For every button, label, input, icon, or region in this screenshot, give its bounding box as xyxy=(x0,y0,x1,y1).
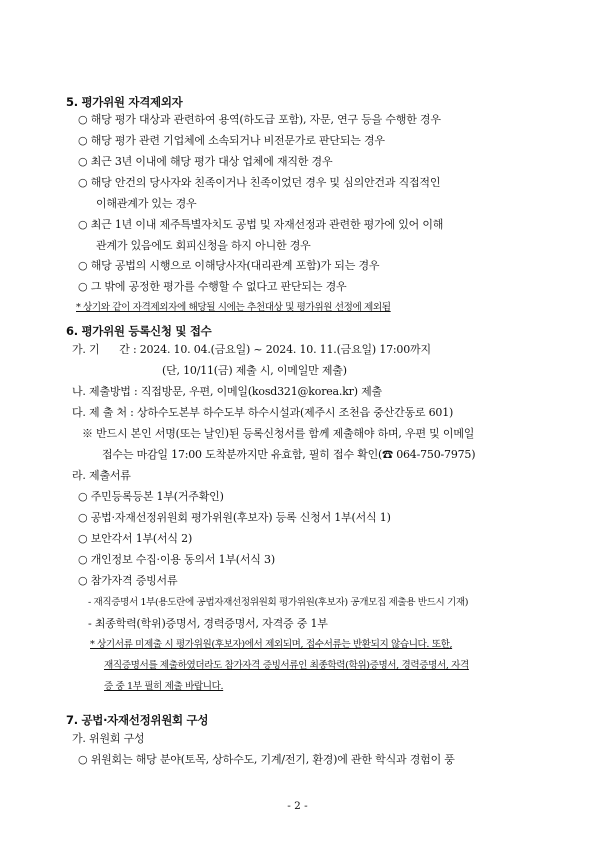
sec5-item-4: ○ 해당 안건의 당사자와 친족이거나 친족이었던 경우 및 심의안건과 직접적인 xyxy=(78,176,441,189)
sec5-item-4-cont: 이해관계가 있는 경우 xyxy=(96,197,197,210)
sec6-period: 가. 기 간 : 2024. 10. 04.(금요일) ~ 2024. 10. 11.(금요일) 17:00까지 xyxy=(72,343,431,356)
sec6-sub-2: - 최종학력(학위)증명서, 경력증명서, 자격증 중 1부 xyxy=(88,617,328,630)
sec6-doc-5: ○ 참가자격 증빙서류 xyxy=(78,574,178,587)
sec5-item-2: ○ 해당 평가 관련 기업체에 소속되거나 비전문가로 판단되는 경우 xyxy=(78,134,385,147)
sec6-docs-title: 라. 제출서류 xyxy=(72,469,131,482)
sec6-doc-4: ○ 개인정보 수집·이용 동의서 1부(서식 3) xyxy=(78,553,275,566)
sec5-note: * 상기와 같이 자격제외자에 해당될 시에는 추천대상 및 평가위원 선정에 제외됨 xyxy=(76,302,391,313)
sec6-warning-2: 접수는 마감일 17:00 도착분까지만 유효함, 필히 접수 확인(☎ 064-750-7975) xyxy=(102,448,476,461)
section-6-title: 6. 평가위원 등록신청 및 접수 xyxy=(66,324,212,338)
sec6-period-note: (단, 10/11(금) 제출 시, 이메일만 제출) xyxy=(162,364,347,377)
sec6-doc-3: ○ 보안각서 1부(서식 2) xyxy=(78,532,193,545)
sec6-warning-1: ※ 반드시 본인 서명(또는 날인)된 등록신청서를 함께 제출해야 하며, 우편 및 이메일 xyxy=(82,427,475,440)
section-5-title: 5. 평가위원 자격제외자 xyxy=(66,95,183,109)
sec6-place: 다. 제 출 처 : 상하수도본부 하수도부 하수시설과(제주시 조천읍 중산간동로 601) xyxy=(72,406,454,419)
sec6-note-2: 재직증명서를 제출하였더라도 참가자격 증빙서류인 최종학력(학위)증명서, 경력증명서, 자격 xyxy=(104,660,469,671)
sec5-item-5: ○ 최근 1년 이내 제주특별자치도 공법 및 자재선정과 관련한 평가에 있어 이해 xyxy=(78,218,444,231)
sec6-doc-2: ○ 공법·자재선정위원회 평가위원(후보자) 등록 신청서 1부(서식 1) xyxy=(78,511,391,524)
sec6-method: 나. 제출방법 : 직접방문, 우편, 이메일(kosd321@korea.kr) 제출 xyxy=(72,385,382,398)
sec5-item-6: ○ 해당 공법의 시행으로 이해당사자(대리관계 포함)가 되는 경우 xyxy=(78,259,380,272)
sec7-sub: 가. 위원회 구성 xyxy=(72,732,145,745)
sec6-sub-1: - 재직증명서 1부(용도란에 공법자재선정위원회 평가위원(후보자) 공개모집 제출용 반드시 기재) xyxy=(88,597,469,608)
sec5-item-7: ○ 그 밖에 공정한 평가를 수행할 수 없다고 판단되는 경우 xyxy=(78,280,347,293)
sec7-item: ○ 위원회는 해당 분야(토목, 상하수도, 기계/전기, 환경)에 관한 학식과 경험이 풍 xyxy=(78,753,455,766)
sec5-item-5-cont: 관계가 있음에도 회피신청을 하지 아니한 경우 xyxy=(96,239,311,252)
sec5-item-3: ○ 최근 3년 이내에 해당 평가 대상 업체에 재직한 경우 xyxy=(78,155,333,168)
page-number: - 2 - xyxy=(287,800,308,812)
section-7-title: 7. 공법·자재선정위원회 구성 xyxy=(66,713,209,727)
sec5-item-1: ○ 해당 평가 대상과 관련하여 용역(하도급 포함), 자문, 연구 등을 수행한 경우 xyxy=(78,113,441,126)
sec6-note-1: * 상기서류 미제출 시 평가위원(후보자)에서 제외되며, 접수서류는 반환되지 않습니다. 또한, xyxy=(90,639,453,650)
sec6-doc-1: ○ 주민등록등본 1부(거주확인) xyxy=(78,490,224,503)
sec6-note-3: 증 중 1부 필히 제출 바랍니다. xyxy=(104,681,224,692)
